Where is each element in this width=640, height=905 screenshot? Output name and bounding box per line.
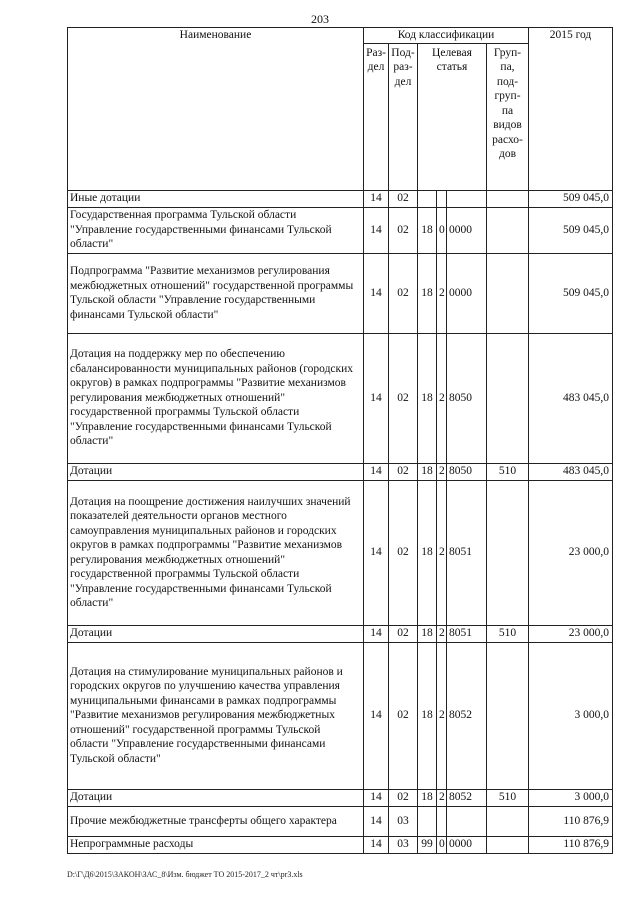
cell-sum: 483 045,0: [529, 463, 613, 480]
cell-vr: [487, 480, 529, 625]
table-row: [68, 789, 613, 806]
cell-pr: 02: [389, 333, 418, 463]
cell-c1: 18: [418, 207, 437, 253]
cell-sum: 509 045,0: [529, 207, 613, 253]
table-body: [68, 190, 613, 853]
cell-rz: 14: [364, 836, 389, 853]
cell-vr: [487, 806, 529, 836]
cell-c3: [447, 806, 487, 836]
cell-rz: 14: [364, 207, 389, 253]
cell-name: Дотация на поддержку мер по обеспечению сбалансированности муниципальных районов (городских округов) в рамках подпрограммы "Развитие механизмов регулирования межбюджетных отношений" государственной программы Тульской области "Управление государственными финансами Тульской области": [68, 333, 364, 463]
cell-c2: [437, 806, 447, 836]
cell-c2: 0: [437, 207, 447, 253]
cell-c3: 8050: [447, 333, 487, 463]
cell-c3: 8050: [447, 463, 487, 480]
cell-c1: 18: [418, 253, 437, 333]
cell-vr: [487, 836, 529, 853]
cell-rz: 14: [364, 625, 389, 642]
cell-pr: 03: [389, 836, 418, 853]
cell-sum: 483 045,0: [529, 333, 613, 463]
cell-c3: 0000: [447, 207, 487, 253]
cell-c1: 18: [418, 480, 437, 625]
cell-pr: 02: [389, 642, 418, 789]
header-name: Наименование: [68, 28, 364, 191]
table-row: [68, 253, 613, 333]
header-razdel: Раз- дел: [364, 43, 389, 190]
cell-c2: 2: [437, 480, 447, 625]
cell-vr: 510: [487, 463, 529, 480]
cell-vr: [487, 642, 529, 789]
cell-vr: [487, 253, 529, 333]
cell-vr: [487, 207, 529, 253]
cell-sum: 3 000,0: [529, 789, 613, 806]
cell-pr: 02: [389, 207, 418, 253]
table-row: [68, 463, 613, 480]
page-number: 203: [311, 12, 329, 26]
cell-c3: 8051: [447, 625, 487, 642]
cell-pr: 02: [389, 190, 418, 207]
cell-name: Государственная программа Тульской области "Управление государственными финансами Тульской области": [68, 207, 364, 253]
cell-rz: 14: [364, 789, 389, 806]
header-celevaya: Целевая статья: [418, 43, 487, 190]
cell-vr: [487, 190, 529, 207]
cell-c3: 8051: [447, 480, 487, 625]
cell-sum: 23 000,0: [529, 625, 613, 642]
budget-table: [67, 27, 613, 854]
cell-sum: 3 000,0: [529, 642, 613, 789]
cell-c1: 18: [418, 625, 437, 642]
cell-pr: 02: [389, 480, 418, 625]
cell-pr: 02: [389, 253, 418, 333]
cell-c1: 18: [418, 463, 437, 480]
cell-rz: 14: [364, 253, 389, 333]
cell-c1: [418, 806, 437, 836]
cell-name: Непрограммные расходы: [68, 836, 364, 853]
cell-c1: [418, 190, 437, 207]
cell-c2: 2: [437, 333, 447, 463]
cell-name: Дотации: [68, 789, 364, 806]
cell-sum: 23 000,0: [529, 480, 613, 625]
cell-rz: 14: [364, 642, 389, 789]
cell-pr: 03: [389, 806, 418, 836]
cell-c2: [437, 190, 447, 207]
cell-c1: 18: [418, 333, 437, 463]
cell-c3: 8052: [447, 642, 487, 789]
cell-c2: 0: [437, 836, 447, 853]
cell-c2: 2: [437, 642, 447, 789]
cell-rz: 14: [364, 480, 389, 625]
cell-sum: 509 045,0: [529, 190, 613, 207]
cell-rz: 14: [364, 190, 389, 207]
cell-c2: 2: [437, 625, 447, 642]
cell-name: Дотация на стимулирование муниципальных районов и городских округов по улучшению качества управления муниципальными финансами в рамках подпрограммы "Развитие механизмов регулирования межбюджетных отношений" государственной программы Тульской области "Управление государственными финансами Тульской области": [68, 642, 364, 789]
cell-pr: 02: [389, 463, 418, 480]
cell-c3: [447, 190, 487, 207]
cell-name: Подпрограмма "Развитие механизмов регулирования межбюджетных отношений" государственной программы Тульской области "Управление государственными финансами Тульской области": [68, 253, 364, 333]
cell-name: Дотации: [68, 463, 364, 480]
table-row: [68, 207, 613, 253]
cell-c1: 99: [418, 836, 437, 853]
cell-vr: [487, 333, 529, 463]
cell-rz: 14: [364, 333, 389, 463]
header-year: 2015 год: [529, 28, 613, 191]
cell-sum: 509 045,0: [529, 253, 613, 333]
cell-name: Дотация на поощрение достижения наилучших значений показателей деятельности органов местного самоуправления муниципальных районов и городских округов в рамках подпрограммы "Развитие механизмов регулирования межбюджетных отношений" государственной программы Тульской области "Управление государственными финансами Тульской области": [68, 480, 364, 625]
table-row: [68, 333, 613, 463]
cell-vr: 510: [487, 789, 529, 806]
file-path-footer: D:\Г\Д6\2015\ЗАКОН\ЗАС_8\Изм. бюджет ТО 2015-2017_2 чт\pr3.xls: [67, 870, 303, 879]
cell-c3: 8052: [447, 789, 487, 806]
cell-c3: 0000: [447, 253, 487, 333]
header-code-group: Код классификации: [364, 28, 529, 44]
cell-name: Дотации: [68, 625, 364, 642]
cell-pr: 02: [389, 625, 418, 642]
table-row: [68, 806, 613, 836]
cell-sum: 110 876,9: [529, 836, 613, 853]
cell-c2: 2: [437, 253, 447, 333]
cell-c1: 18: [418, 789, 437, 806]
cell-c3: 0000: [447, 836, 487, 853]
cell-sum: 110 876,9: [529, 806, 613, 836]
table-row: [68, 642, 613, 789]
cell-name: Прочие межбюджетные трансферты общего характера: [68, 806, 364, 836]
header-vid: Груп- па, под- груп- па видов расхо- дов: [487, 43, 529, 190]
cell-rz: 14: [364, 463, 389, 480]
table-row: [68, 190, 613, 207]
cell-c1: 18: [418, 642, 437, 789]
table-row: [68, 836, 613, 853]
cell-name: Иные дотации: [68, 190, 364, 207]
cell-rz: 14: [364, 806, 389, 836]
cell-vr: 510: [487, 625, 529, 642]
cell-c2: 2: [437, 789, 447, 806]
cell-c2: 2: [437, 463, 447, 480]
table-row: [68, 480, 613, 625]
header-podrazdel: Под- раз- дел: [389, 43, 418, 190]
cell-pr: 02: [389, 789, 418, 806]
table-row: [68, 625, 613, 642]
